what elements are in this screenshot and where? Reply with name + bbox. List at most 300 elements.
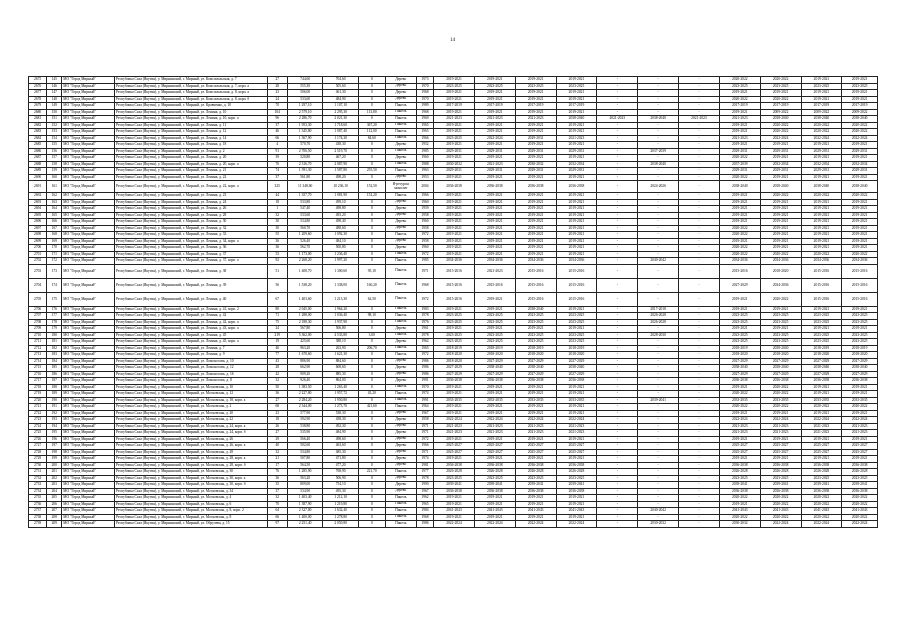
cell-period-2: 2019-2021 — [474, 212, 515, 219]
cell-build-year: 1953 — [416, 174, 433, 181]
cell-period-9: 2019-2021 — [760, 410, 801, 417]
cell-period-9: 2020-2022 — [760, 129, 801, 136]
cell-period-10: 2015-2016 — [801, 264, 842, 278]
cell-local-number: 169 — [47, 238, 62, 245]
cell-period-7: - — [679, 212, 720, 219]
cell-period-6: - — [638, 278, 679, 292]
cell-period-5: - — [597, 206, 638, 213]
cell-total-area: 2 188,30 — [287, 319, 322, 326]
cell-nonliving-area: 0 — [358, 96, 385, 103]
cell-municipality: МО "Город Мирный" — [62, 371, 115, 378]
cell-total-area: 538,80 — [287, 423, 322, 430]
cell-period-9: 2025-2027 — [760, 449, 801, 456]
cell-period-10: 2036-2038 — [801, 488, 842, 495]
cell-nonliving-area: 0 — [358, 456, 385, 463]
cell-local-number: 186 — [47, 371, 62, 378]
cell-municipality: МО "Город Мирный" — [62, 430, 115, 437]
cell-nonliving-area: 0 — [358, 371, 385, 378]
cell-build-year: 1968 — [416, 514, 433, 521]
cell-address: Республика Саха (Якутия), у. Мирнинский, г. Мирный, ул. Московская, д. 6 — [114, 501, 267, 508]
cell-build-year: 1981 — [416, 462, 433, 469]
cell-municipality: МО "Город Мирный" — [62, 219, 115, 226]
cell-address: Республика Саха (Якутия), у. Мирнинский, г. Мирный, ул. Ленина, д. 42 — [114, 313, 267, 320]
cell-apartments: 32 — [267, 212, 287, 219]
cell-period-9: 2020-2022 — [760, 384, 801, 391]
cell-apartments: 28 — [267, 83, 287, 90]
cell-period-10: 2019-2021 — [801, 90, 842, 97]
cell-period-8: 2019-2021 — [719, 206, 760, 213]
cell-wall-material: Дерево — [385, 245, 416, 252]
cell-period-3: 2036-2038 — [515, 462, 556, 469]
cell-period-9: 2019-2021 — [760, 199, 801, 206]
cell-period-6: - — [638, 456, 679, 463]
cell-period-11: 2020-2022 — [842, 251, 878, 258]
cell-build-year: 1978 — [416, 475, 433, 482]
cell-apartments: 30 — [267, 219, 287, 226]
cell-period-10: 2019-2021 — [801, 245, 842, 252]
cell-period-10: 2027-2029 — [801, 371, 842, 378]
cell-build-year: 1958 — [416, 238, 433, 245]
cell-address: Республика Саха (Якутия), у. Мирнинский, г. Мирный, ул. Московская, д. 20 — [114, 410, 267, 417]
cell-period-9: 2020-2022 — [760, 501, 801, 508]
cell-local-number: 187 — [47, 378, 62, 385]
cell-period-8: 2020-2022 — [719, 174, 760, 181]
cell-period-6: - — [638, 391, 679, 398]
cell-period-5: - — [597, 278, 638, 292]
cell-municipality: МО "Город Мирный" — [62, 83, 115, 90]
cell-living-area: 1 036,40 — [323, 313, 358, 320]
cell-period-6: - — [638, 436, 679, 443]
cell-period-7: - — [679, 404, 720, 411]
cell-period-4: 2021-2023 — [556, 430, 597, 437]
cell-period-7: - — [679, 206, 720, 213]
cell-apartments: 97 — [267, 521, 287, 528]
cell-period-9: 2023-2025 — [760, 475, 801, 482]
cell-living-area: 498,40 — [323, 219, 358, 226]
cell-period-10: 2017-2019 — [801, 103, 842, 110]
cell-period-1: 2018-2019 — [434, 345, 475, 352]
cell-municipality: МО "Город Мирный" — [62, 521, 115, 528]
cell-period-10: 2019-2021 — [801, 410, 842, 417]
cell-municipality: МО "Город Мирный" — [62, 116, 115, 123]
cell-period-11: 2029-2031 — [842, 168, 878, 175]
cell-period-7: - — [679, 174, 720, 181]
cell-period-6: - — [638, 326, 679, 333]
cell-nonliving-area: 0 — [358, 462, 385, 469]
cell-period-10: 2023-2025 — [801, 475, 842, 482]
cell-apartments: 70 — [267, 501, 287, 508]
cell-period-9: 2023-2025 — [760, 339, 801, 346]
cell-period-6: - — [638, 475, 679, 482]
cell-local-number: 208 — [47, 514, 62, 521]
cell-period-9: 2023-2025 — [760, 332, 801, 339]
cell-period-6: - — [638, 352, 679, 359]
cell-period-1: 2019-2021 — [434, 122, 475, 129]
cell-period-2: 2019-2021 — [474, 391, 515, 398]
cell-wall-material: Панель — [385, 397, 416, 404]
cell-municipality: МО "Город Мирный" — [62, 391, 115, 398]
housing-register-table — [28, 76, 878, 528]
cell-apartments: 64 — [267, 508, 287, 515]
cell-build-year: 1991 — [416, 378, 433, 385]
cell-period-1: 2019-2021 — [434, 109, 475, 116]
cell-period-1: 2029-2031 — [434, 168, 475, 175]
cell-period-5: - — [597, 417, 638, 424]
cell-period-10: 2018-2019 — [801, 345, 842, 352]
cell-period-2: 2019-2021 — [474, 514, 515, 521]
cell-period-6: - — [638, 251, 679, 258]
cell-period-7: - — [679, 475, 720, 482]
cell-living-area: 885,30 — [323, 371, 358, 378]
cell-period-8: 2039-2041 — [719, 482, 760, 489]
cell-period-3: 2019-2021 — [515, 238, 556, 245]
cell-period-11: 2023-2025 — [842, 319, 878, 326]
cell-period-8: 2021-2023 — [719, 423, 760, 430]
cell-local-number: 205 — [47, 495, 62, 502]
cell-apartments: 46 — [267, 129, 287, 136]
cell-period-11: 2015-2016 — [842, 278, 878, 292]
cell-period-11: 2019-2021 — [842, 90, 878, 97]
cell-period-8: 2020-2022 — [719, 495, 760, 502]
cell-period-4: 2025-2027 — [556, 449, 597, 456]
cell-period-11: 2017-2019 — [842, 103, 878, 110]
cell-local-number: 145 — [47, 77, 62, 84]
cell-address: Республика Саха (Якутия), у. Мирнинский, г. Мирный, ул. Московская, д. 24, корп. а — [114, 423, 267, 430]
cell-period-3: 2019-2021 — [515, 109, 556, 116]
cell-municipality: МО "Город Мирный" — [62, 352, 115, 359]
cell-period-4: 2029-2031 — [556, 168, 597, 175]
cell-period-10: 2025-2027 — [801, 443, 842, 450]
cell-local-number: 165 — [47, 212, 62, 219]
cell-period-3: 2021-2023 — [515, 423, 556, 430]
cell-period-3: 2019-2021 — [515, 219, 556, 226]
cell-period-5: - — [597, 319, 638, 326]
cell-nonliving-area: 0 — [358, 251, 385, 258]
cell-period-11: 2029-2031 — [842, 148, 878, 155]
cell-nonliving-area: 0 — [358, 155, 385, 162]
cell-period-9: 2036-2038 — [760, 378, 801, 385]
cell-period-2: 2019-2021 — [474, 232, 515, 239]
cell-wall-material: Панель — [385, 129, 416, 136]
cell-period-9: 2017-2019 — [760, 103, 801, 110]
cell-local-number: 152 — [47, 122, 62, 129]
cell-apartments: 29 — [267, 436, 287, 443]
cell-address: Республика Саха (Якутия), у. Мирнинский, г. Мирный, ул. Московская, д. 28, корп. а — [114, 456, 267, 463]
cell-period-1: 2023-2025 — [434, 475, 475, 482]
cell-build-year: 1986 — [416, 365, 433, 372]
cell-period-3: 2017-2019 — [515, 103, 556, 110]
cell-period-11: 2018-2020 — [842, 352, 878, 359]
cell-total-area: 570,70 — [287, 142, 322, 149]
cell-nonliving-area: 0 — [358, 174, 385, 181]
cell-total-area: 1 400,00 — [287, 514, 322, 521]
cell-living-area: 1 621,30 — [323, 352, 358, 359]
cell-address: Республика Саха (Якутия), у. Мирнинский, г. Мирный, ул. Московская, д. 2 — [114, 404, 267, 411]
cell-period-8: 2020-2022 — [719, 245, 760, 252]
cell-apartments: 46 — [267, 345, 287, 352]
cell-total-area: 502,60 — [287, 443, 322, 450]
cell-period-3: 2038-2040 — [515, 306, 556, 313]
cell-address: Республика Саха (Якутия), у. Мирнинский, г. Мирный, ул. Ленина, д. 26 — [114, 206, 267, 213]
cell-apartments: 104 — [267, 109, 287, 116]
cell-build-year: 1965 — [416, 129, 433, 136]
cell-total-area: 592,90 — [287, 417, 322, 424]
cell-period-2: 2019-2021 — [474, 155, 515, 162]
cell-period-11: 2019-2021 — [842, 155, 878, 162]
cell-nonliving-area: 0 — [358, 423, 385, 430]
cell-period-8: 2021-2023 — [719, 135, 760, 142]
cell-period-1: 2019-2021 — [434, 306, 475, 313]
cell-period-8: 2023-2025 — [719, 313, 760, 320]
cell-period-6: - — [638, 501, 679, 508]
cell-total-area: 577,90 — [287, 410, 322, 417]
cell-period-6: 2024-2026 — [638, 181, 679, 193]
cell-build-year: 1984 — [416, 508, 433, 515]
cell-living-area: 1 278,80 — [323, 514, 358, 521]
cell-period-2: 2021-2023 — [474, 116, 515, 123]
cell-period-9: 2032-2034 — [760, 161, 801, 168]
cell-period-7: - — [679, 109, 720, 116]
cell-build-year: 1972 — [416, 292, 433, 306]
cell-period-6: - — [638, 77, 679, 84]
cell-period-10: 2038-2040 — [801, 116, 842, 123]
cell-local-number: 201 — [47, 469, 62, 476]
cell-period-2: 2023-2025 — [474, 475, 515, 482]
cell-municipality: МО "Город Мирный" — [62, 122, 115, 129]
cell-wall-material: Дерево — [385, 83, 416, 90]
cell-address: Республика Саха (Якутия), у. Мирнинский, г. Мирный, ул. Московская, д. 4 — [114, 495, 267, 502]
cell-build-year: 1965 — [416, 501, 433, 508]
cell-period-5: - — [597, 449, 638, 456]
cell-total-area: 1 383,50 — [287, 384, 322, 391]
cell-build-year: 1968 — [416, 109, 433, 116]
cell-period-7: 2021-2023 — [679, 116, 720, 123]
cell-nonliving-area: 0 — [358, 482, 385, 489]
cell-local-number: 163 — [47, 199, 62, 206]
cell-period-8: 2036-2038 — [719, 488, 760, 495]
cell-local-number: 209 — [47, 521, 62, 528]
cell-period-3: 2021-2023 — [515, 430, 556, 437]
cell-period-10: 2032-2034 — [801, 161, 842, 168]
cell-local-number: 184 — [47, 358, 62, 365]
cell-total-area: 1 403,40 — [287, 495, 322, 502]
cell-apartments: 51 — [267, 264, 287, 278]
cell-period-4: 2019-2021 — [556, 155, 597, 162]
cell-period-1: 2022-2024 — [434, 521, 475, 528]
cell-period-1: 2019-2021 — [434, 142, 475, 149]
cell-local-number: 207 — [47, 508, 62, 515]
cell-apartments: 66 — [267, 135, 287, 142]
cell-period-9: 2019-2021 — [760, 436, 801, 443]
cell-municipality: МО "Город Мирный" — [62, 339, 115, 346]
cell-period-4: 2019-2021 — [556, 404, 597, 411]
cell-row-number: 2683 — [29, 129, 47, 136]
cell-total-area: 2 706,50 — [287, 148, 322, 155]
cell-period-10: 2022-2024 — [801, 135, 842, 142]
cell-local-number: 198 — [47, 449, 62, 456]
cell-period-5: - — [597, 258, 638, 265]
cell-municipality: МО "Город Мирный" — [62, 449, 115, 456]
cell-municipality: МО "Город Мирный" — [62, 384, 115, 391]
cell-wall-material: Панель — [385, 495, 416, 502]
cell-local-number: 199 — [47, 456, 62, 463]
cell-period-1: 2019-2021 — [434, 96, 475, 103]
cell-living-area: 1 213,30 — [323, 292, 358, 306]
cell-period-9: 2019-2021 — [760, 174, 801, 181]
cell-period-3: 2019-2021 — [515, 410, 556, 417]
cell-address: Республика Саха (Якутия), у. Мирнинский, г. Мирный, ул. Ленина, д. 39 — [114, 278, 267, 292]
cell-build-year: 1978 — [416, 332, 433, 339]
cell-period-3: 2027-2029 — [515, 371, 556, 378]
cell-living-area: 463,60 — [323, 443, 358, 450]
cell-period-1: 2019-2021 — [434, 384, 475, 391]
cell-period-2: 2019-2021 — [474, 410, 515, 417]
cell-period-4: 2021-2023 — [556, 135, 597, 142]
cell-address: Республика Саха (Якутия), у. Мирнинский, г. Мирный, ул. Ленина, д. 7 — [114, 345, 267, 352]
cell-period-7: - — [679, 378, 720, 385]
cell-period-4: 2036-2038 — [556, 488, 597, 495]
cell-period-6: - — [638, 449, 679, 456]
cell-living-area: 1 300,60 — [323, 264, 358, 278]
cell-period-10: 2034-2036 — [801, 258, 842, 265]
cell-local-number: 197 — [47, 443, 62, 450]
cell-period-9: 2026-2028 — [760, 469, 801, 476]
cell-period-5: - — [597, 129, 638, 136]
cell-period-3: 2041-2043 — [515, 508, 556, 515]
cell-period-4: 2019-2021 — [556, 238, 597, 245]
cell-total-area: 744,60 — [287, 77, 322, 84]
cell-period-3: 2022-2024 — [515, 417, 556, 424]
cell-local-number: 166 — [47, 219, 62, 226]
cell-period-1: 2019-2021 — [434, 501, 475, 508]
cell-period-4: 2015-2016 — [556, 292, 597, 306]
cell-build-year: 1958 — [416, 225, 433, 232]
cell-period-9: 2020-2022 — [760, 514, 801, 521]
cell-period-6: - — [638, 83, 679, 90]
cell-period-5: - — [597, 103, 638, 110]
cell-period-5: - — [597, 339, 638, 346]
cell-period-2: 2021-2023 — [474, 430, 515, 437]
cell-municipality: МО "Город Мирный" — [62, 475, 115, 482]
cell-build-year: 1966 — [416, 443, 433, 450]
cell-period-7: - — [679, 391, 720, 398]
cell-period-10: 2020-2022 — [801, 193, 842, 200]
cell-apartments: 80 — [267, 306, 287, 313]
cell-total-area: 662,90 — [287, 365, 322, 372]
cell-period-7: - — [679, 456, 720, 463]
cell-build-year: 1972 — [416, 232, 433, 239]
cell-nonliving-area: 0 — [358, 397, 385, 404]
cell-period-4: 2036-2038 — [556, 378, 597, 385]
cell-period-4: 2038-2040 — [556, 365, 597, 372]
cell-period-8: 2019-2021 — [719, 219, 760, 226]
cell-period-8: 2021-2023 — [719, 116, 760, 123]
cell-period-10: 2019-2021 — [801, 96, 842, 103]
cell-period-3: 2015-2016 — [515, 278, 556, 292]
cell-period-9: 2019-2021 — [760, 155, 801, 162]
cell-period-3: 2033-2035 — [515, 397, 556, 404]
page-number: 14 — [450, 38, 455, 43]
cell-period-8: 2020-2022 — [719, 225, 760, 232]
cell-build-year: 1971 — [416, 449, 433, 456]
cell-row-number: 2675 — [29, 77, 47, 84]
cell-address: Республика Саха (Якутия), у. Мирнинский, г. Мирный, ул. Московская, д. 34 — [114, 488, 267, 495]
cell-total-area: 1 408,70 — [287, 264, 322, 278]
cell-wall-material: Дерево — [385, 417, 416, 424]
cell-period-9: 2019-2021 — [760, 225, 801, 232]
cell-build-year: 1978 — [416, 313, 433, 320]
cell-period-11: 2038-2040 — [842, 365, 878, 372]
cell-row-number: 2733 — [29, 482, 47, 489]
cell-period-1: 2015-2016 — [434, 264, 475, 278]
cell-period-11: 2019-2021 — [842, 142, 878, 149]
cell-period-8: 2019-2021 — [719, 436, 760, 443]
cell-living-area: 1 107,10 — [323, 103, 358, 110]
cell-apartments: 219 — [267, 332, 287, 339]
cell-build-year: 1966 — [416, 193, 433, 200]
cell-period-9: 2036-2038 — [760, 488, 801, 495]
cell-period-9: 2029-2031 — [760, 168, 801, 175]
cell-local-number: 159 — [47, 168, 62, 175]
cell-period-9: 2019-2021 — [760, 326, 801, 333]
cell-period-10: 2038-2040 — [801, 181, 842, 193]
cell-period-6: - — [638, 443, 679, 450]
cell-period-8: 2027-2029 — [719, 358, 760, 365]
cell-nonliving-area: 0 — [358, 245, 385, 252]
cell-period-2: 2023-2025 — [474, 319, 515, 326]
cell-period-1: 2030-2032 — [434, 161, 475, 168]
cell-total-area: 533,60 — [287, 96, 322, 103]
cell-period-2: 2019-2021 — [474, 206, 515, 213]
cell-period-4: 2019-2021 — [556, 495, 597, 502]
cell-period-2: 2019-2021 — [474, 122, 515, 129]
cell-period-2: 2036-2038 — [474, 462, 515, 469]
cell-row-number: 2739 — [29, 521, 47, 528]
cell-period-4: 2023-2025 — [556, 339, 597, 346]
cell-period-2: 2019-2021 — [474, 292, 515, 306]
cell-wall-material: Панель — [385, 168, 416, 175]
cell-period-3: 2019-2021 — [515, 391, 556, 398]
cell-apartments: 71 — [267, 313, 287, 320]
cell-local-number: 202 — [47, 475, 62, 482]
cell-apartments: 27 — [267, 397, 287, 404]
cell-apartments: 40 — [267, 443, 287, 450]
cell-nonliving-area: 0 — [358, 326, 385, 333]
cell-address: Республика Саха (Якутия), у. Мирнинский, г. Мирный, ул. Ленина, д. 37 — [114, 251, 267, 258]
cell-municipality: МО "Город Мирный" — [62, 443, 115, 450]
cell-period-11: 2027-2029 — [842, 371, 878, 378]
cell-period-10: 2026-2028 — [801, 469, 842, 476]
cell-address: Республика Саха (Якутия), у. Мирнинский, г. Мирный, ул. Кравченко, д. 10 — [114, 103, 267, 110]
cell-living-area: 484,90 — [323, 96, 358, 103]
cell-period-5: - — [597, 521, 638, 528]
cell-local-number: 155 — [47, 142, 62, 149]
cell-total-area: 526,40 — [287, 238, 322, 245]
cell-period-10: 2021-2023 — [801, 423, 842, 430]
cell-period-2: 2027-2029 — [474, 358, 515, 365]
cell-local-number: 194 — [47, 423, 62, 430]
cell-local-number: 183 — [47, 352, 62, 359]
cell-build-year: 1969 — [416, 116, 433, 123]
cell-living-area: 1 937,90 — [323, 319, 358, 326]
cell-local-number: 206 — [47, 501, 62, 508]
cell-period-11: 2019-2021 — [842, 225, 878, 232]
cell-period-1: 2019-2021 — [434, 238, 475, 245]
cell-wall-material: Дерево — [385, 174, 416, 181]
cell-wall-material: Панель — [385, 135, 416, 142]
cell-apartments: 28 — [267, 365, 287, 372]
cell-nonliving-area: 0 — [358, 77, 385, 84]
